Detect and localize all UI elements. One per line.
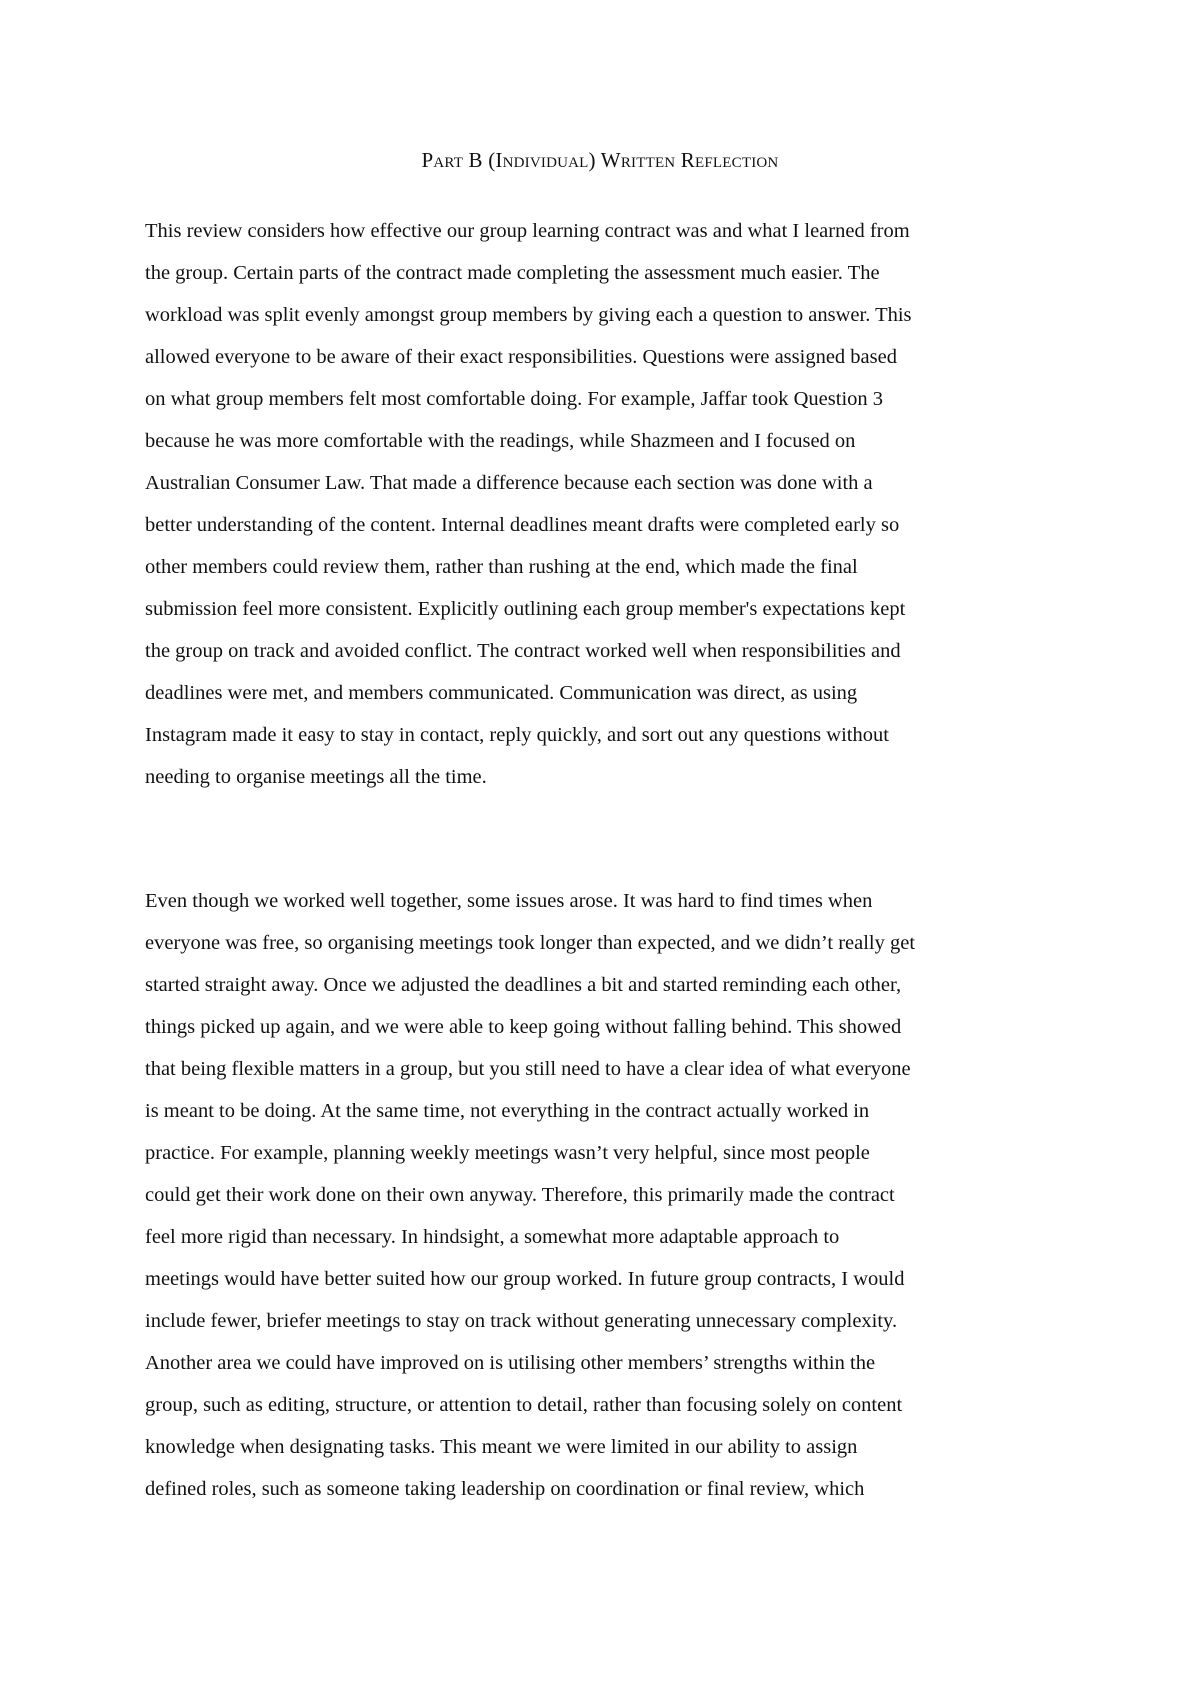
text-line: allowed everyone to be aware of their exact responsibilities. Questions were assigned based — [145, 346, 897, 368]
text-line: meetings would have better suited how our group worked. In future group contracts, I would — [145, 1268, 905, 1290]
text-line: other members could review them, rather than rushing at the end, which made the final — [145, 556, 858, 578]
text-line: Even though we worked well together, some issues arose. It was hard to find times when — [145, 890, 873, 912]
text-line: that being flexible matters in a group, but you still need to have a clear idea of what everyone — [145, 1058, 911, 1080]
text-line: the group on track and avoided conflict. The contract worked well when responsibilities and — [145, 640, 901, 662]
text-line: started straight away. Once we adjusted the deadlines a bit and started reminding each other, — [145, 974, 902, 996]
text-line: deadlines were met, and members communicated. Communication was direct, as using — [145, 682, 858, 704]
document-title: Part B (Individual) Written Reflection — [421, 148, 779, 172]
text-line: This review considers how effective our group learning contract was and what I learned from — [145, 220, 910, 242]
text-line: feel more rigid than necessary. In hindsight, a somewhat more adaptable approach to — [145, 1226, 840, 1248]
text-line: everyone was free, so organising meetings took longer than expected, and we didn’t really get — [145, 932, 916, 954]
text-line: on what group members felt most comfortable doing. For example, Jaffar took Question 3 — [145, 388, 884, 410]
text-line: Australian Consumer Law. That made a difference because each section was done with a — [145, 472, 873, 494]
text-line: group, such as editing, structure, or attention to detail, rather than focusing solely on content — [145, 1394, 903, 1416]
text-line: defined roles, such as someone taking leadership on coordination or final review, which — [145, 1478, 865, 1500]
text-line: the group. Certain parts of the contract made completing the assessment much easier. The — [145, 262, 880, 284]
paragraph-issues-and-improvements — [145, 880, 915, 1510]
text-line: needing to organise meetings all the time. — [145, 766, 487, 788]
text-line: Another area we could have improved on is utilising other members’ strengths within the — [145, 1352, 876, 1374]
text-line: could get their work done on their own anyway. Therefore, this primarily made the contract — [145, 1184, 895, 1206]
text-line: because he was more comfortable with the readings, while Shazmeen and I focused on — [145, 430, 856, 452]
text-line: Instagram made it easy to stay in contact, reply quickly, and sort out any questions without — [145, 724, 889, 746]
paragraph-group-contract-effectiveness — [145, 210, 912, 798]
text-line: things picked up again, and we were able to keep going without falling behind. This showed — [145, 1016, 902, 1038]
text-line: better understanding of the content. Internal deadlines meant drafts were completed early so — [145, 514, 900, 536]
text-line: include fewer, briefer meetings to stay on track without generating unnecessary complexity. — [145, 1310, 898, 1332]
text-line: workload was split evenly amongst group members by giving each a question to answer. This — [145, 304, 912, 326]
text-line: practice. For example, planning weekly meetings wasn’t very helpful, since most people — [145, 1142, 870, 1164]
text-line: submission feel more consistent. Explicitly outlining each group member's expectations kept — [145, 598, 906, 620]
text-line: knowledge when designating tasks. This meant we were limited in our ability to assign — [145, 1436, 858, 1458]
text-line: is meant to be doing. At the same time, not everything in the contract actually worked in — [145, 1100, 870, 1122]
